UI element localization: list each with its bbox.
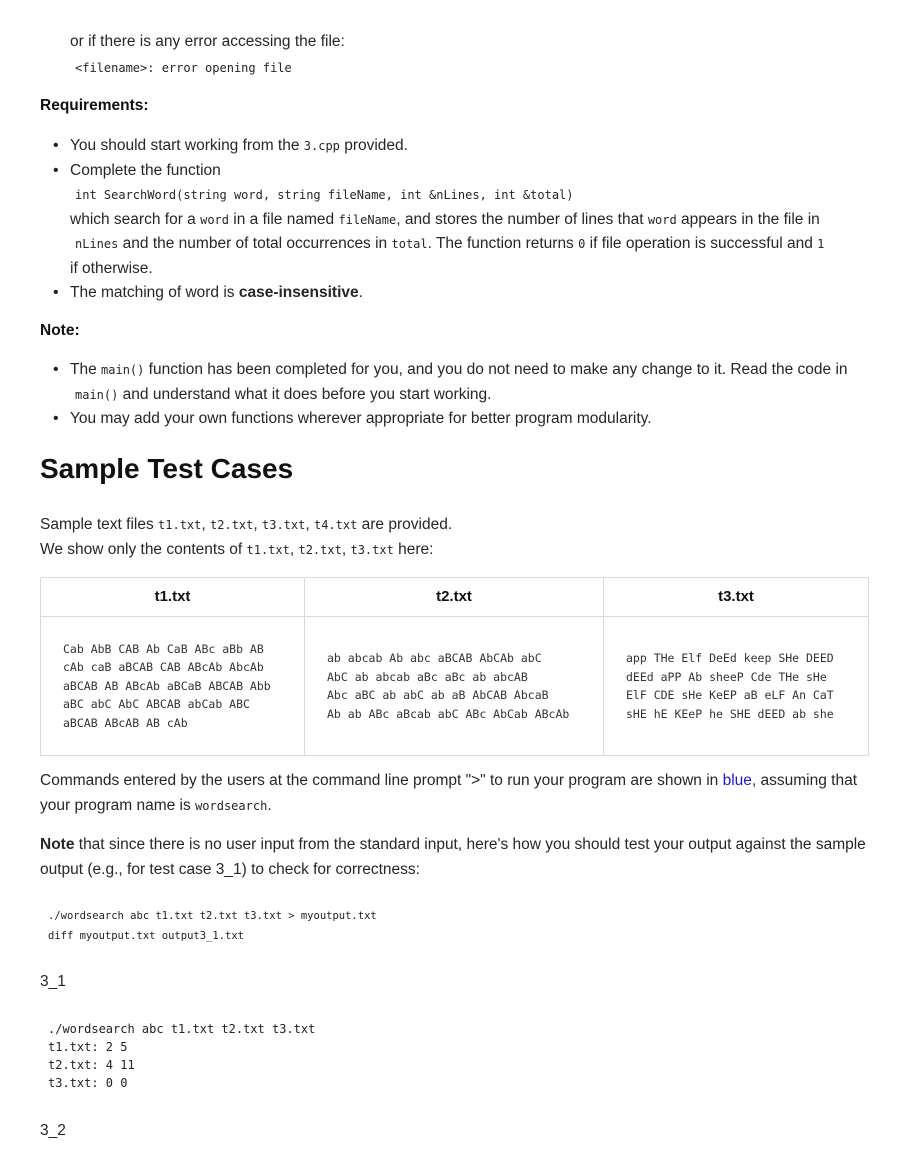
inline-code: t3.txt: [262, 518, 306, 532]
table-row: [41, 617, 869, 756]
text: The matching of word is: [70, 284, 239, 301]
sample-files-paragraph: [40, 513, 452, 562]
sample-files-table: [40, 577, 869, 756]
text: ,: [341, 540, 351, 558]
error-description: [70, 30, 345, 55]
inline-code: t1.txt: [246, 542, 290, 557]
inline-code: main(): [101, 363, 145, 377]
file-content: ab abcab Ab abc aBCAB AbCAb abC AbC ab abcab aBc aBc ab abcAB Abc aBC ab abC ab aB AbCAB AbcaB Ab ab ABc aBcab abC ABc AbCab ABcAb: [327, 651, 570, 721]
inline-code: t3.txt: [350, 542, 394, 557]
text: The: [70, 361, 102, 378]
case-label-3-1: 3_1: [40, 973, 66, 990]
text: , and stores the number of lines that: [396, 210, 648, 228]
text: Commands entered by the users at the command line prompt ">" to run your program are shown in: [40, 772, 723, 789]
blue-word: blue: [722, 772, 752, 789]
error-code: <filename>: error opening file: [75, 61, 292, 75]
text: .: [267, 796, 272, 814]
test-commands-block: [48, 906, 377, 946]
output-line: t1.txt: 2 5: [48, 1040, 128, 1054]
text: your program name is: [40, 796, 196, 814]
code-line: ./wordsearch abc t1.txt t2.txt t3.txt > myoutput.txt: [48, 910, 377, 922]
inline-code: t2.txt: [210, 518, 254, 532]
text: which search for a: [70, 210, 201, 228]
case-label-3-2: 3_2: [40, 1122, 66, 1139]
table-header-row: [41, 578, 869, 617]
inline-code: 1: [817, 237, 825, 251]
text: if otherwise.: [70, 259, 153, 277]
inline-code: t4.txt: [313, 518, 358, 532]
inline-code: fileName: [338, 212, 397, 227]
text: Sample text files: [40, 516, 159, 533]
text: . The function returns: [427, 235, 579, 252]
requirements-heading: Requirements:: [40, 97, 149, 114]
text: and understand what it does before you start working.: [118, 385, 492, 403]
text: , assuming that: [751, 772, 857, 789]
inline-code: t2.txt: [298, 542, 342, 557]
note-item-main: [40, 358, 880, 407]
note-item-functions: [40, 407, 880, 432]
text: in a file named: [229, 210, 339, 228]
table-cell-t2: [305, 617, 604, 756]
table-header-t3: t3.txt: [604, 578, 869, 617]
requirements-item-start: [40, 134, 870, 159]
inline-code: main(): [75, 387, 119, 402]
section-title: Sample Test Cases: [40, 453, 294, 484]
file-content: app THe Elf DeEd keep SHe DEED dEEd aPP Ab sheeP Cde THe sHe ElF CDE sHe KeEP aB eLF An CaT sHE hE KEeP he SHE dEED ab she: [626, 651, 834, 721]
code-line: diff myoutput.txt output3_1.txt: [48, 930, 244, 942]
inline-code: nLines: [75, 237, 119, 251]
table-header-t1: t1.txt: [41, 578, 305, 617]
inline-code: word: [647, 212, 677, 227]
text: ,: [289, 540, 299, 558]
text: provided.: [339, 137, 408, 154]
command-line: ./wordsearch abc t1.txt t2.txt t3.txt: [48, 1022, 316, 1036]
note-list: [40, 358, 880, 432]
requirements-list: [40, 134, 870, 306]
requirements-item-function: [40, 159, 870, 282]
text: if file operation is successful and: [585, 235, 818, 252]
text: .: [358, 284, 363, 301]
text: You should start working from the: [70, 137, 304, 154]
text: here:: [393, 540, 434, 558]
text: We show only the contents of: [40, 540, 247, 558]
text: are provided.: [357, 516, 453, 533]
text: appears in the file in: [676, 210, 820, 228]
bold-text: Note: [40, 836, 75, 853]
text: and the number of total occurrences in: [118, 235, 392, 252]
output-line: t2.txt: 4 11: [48, 1058, 135, 1072]
text: output (e.g., for test case 3_1) to check for correctness:: [40, 860, 420, 878]
text: function has been completed for you, and you do not need to make any change to it. Read the code in: [144, 361, 848, 378]
test-note-paragraph: [40, 833, 880, 882]
table-cell-t1: [41, 617, 305, 756]
error-line-text: or if there is any error accessing the file:: [70, 33, 345, 50]
bold-text: case-insensitive: [238, 284, 359, 301]
table-cell-t3: [604, 617, 869, 756]
error-message-code: [75, 56, 292, 81]
text: ,: [305, 516, 314, 533]
inline-code: total: [391, 237, 428, 251]
inline-code: 0: [578, 237, 586, 251]
inline-code: t1.txt: [158, 518, 202, 532]
text: You may add your own functions wherever appropriate for better program modularity.: [70, 410, 652, 427]
function-signature: int SearchWord(string word, string fileName, int &nLines, int &total): [75, 188, 574, 202]
note-heading: Note:: [40, 322, 80, 339]
commands-paragraph: [40, 769, 880, 818]
requirements-item-case: [40, 281, 870, 306]
inline-code: 3.cpp: [303, 139, 340, 153]
text: that since there is no user input from the standard input, here's how you should test your output against the sample: [74, 836, 866, 853]
inline-code: wordsearch: [195, 798, 268, 813]
text: ,: [201, 516, 211, 533]
file-content: Cab AbB CAB Ab CaB ABc aBb AB cAb caB aBCAB CAB ABcAb AbcAb aBCAB AB ABcAb aBCaB ABCAB Abb aBC abC AbC ABCAB abCab ABC aBCAB ABcAB AB cAb: [63, 641, 271, 730]
text: Complete the function: [70, 161, 221, 179]
text: ,: [253, 516, 262, 533]
case-3-1-run: [48, 1020, 315, 1092]
table-header-t2: t2.txt: [305, 578, 604, 617]
output-line: t3.txt: 0 0: [48, 1076, 128, 1090]
inline-code: word: [200, 212, 229, 227]
